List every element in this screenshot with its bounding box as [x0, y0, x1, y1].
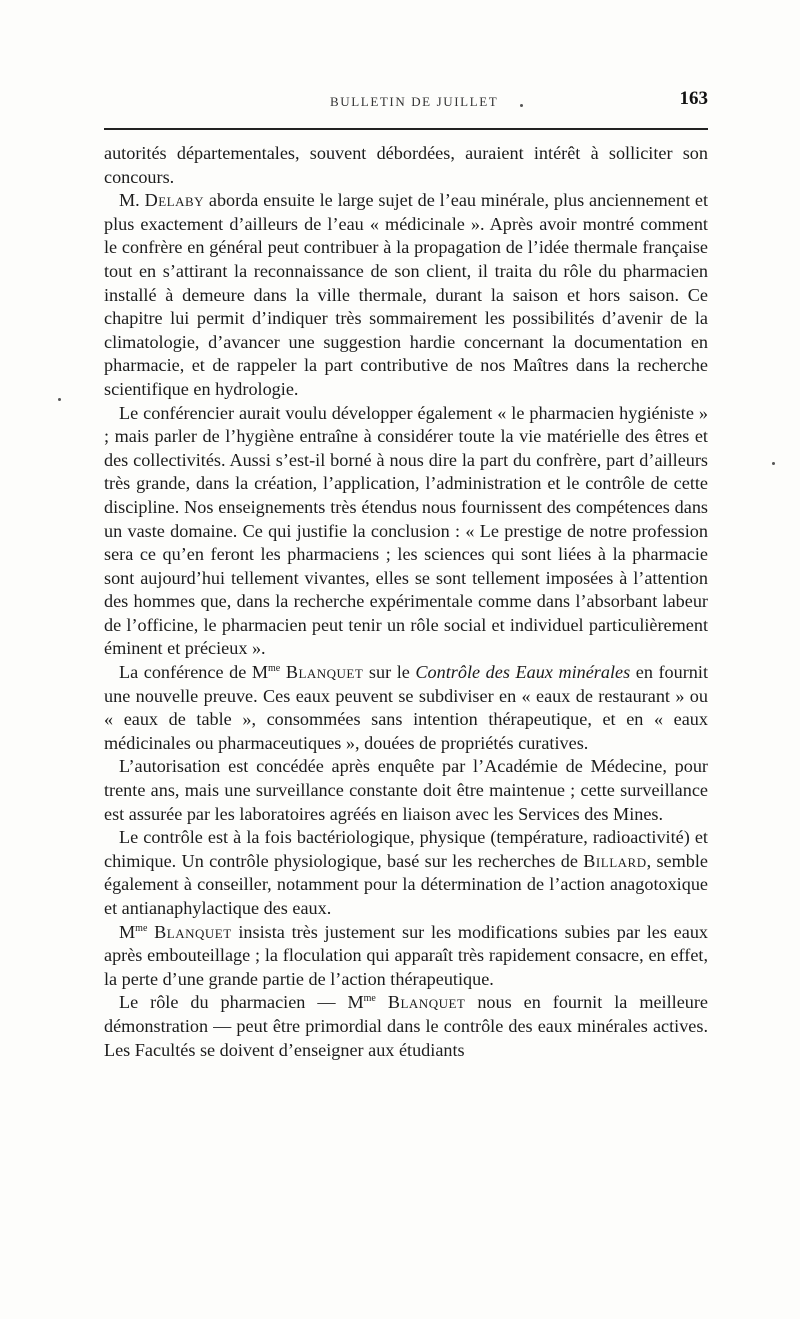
paragraph-6-pre: Le contrôle est à la fois bactériologique, physique (température, radioactivité) et chimique. Un contrôle physiologique, basé sur les recherches de	[104, 827, 708, 871]
paragraph-7-post: insista très justement sur les modifications subies par les eaux après embouteillage ; la floculation qui apparaît très rapidement consacre, en effet, la perte d’une grande partie de l’action thérapeutique.	[104, 921, 709, 989]
title-abbrev-sup: me	[363, 993, 376, 1005]
paragraph-2	[104, 189, 708, 401]
paragraph-7	[104, 921, 708, 992]
running-head	[104, 88, 708, 118]
paragraph-4-mid: sur le	[363, 662, 416, 683]
paragraph-5: L’autorisation est concédée après enquête par l’Académie de Médecine, pour trente ans, mais une surveillance constante doit être maintenue ; cette surveillance est assurée par les laboratoires agréés en liaison avec les Services des Mines.	[104, 756, 708, 824]
author-name: Blanquet	[285, 662, 364, 683]
article-body	[104, 142, 708, 1062]
paragraph-8	[104, 991, 708, 1062]
paragraph-6-post: , semble également à conseiller, notamment pour la détermination de l’action anagotoxique et antianaphylactique des eaux.	[104, 850, 708, 918]
paragraph-4-pre: La conférence de M	[119, 662, 269, 683]
author-name: Blanquet	[387, 992, 466, 1013]
author-initial: M.	[119, 190, 140, 211]
page-number: 163	[679, 88, 708, 109]
paragraph-8-pre: Le rôle du pharmacien — M	[119, 992, 364, 1013]
page	[104, 88, 708, 1062]
paragraph-7-pre: M	[119, 921, 136, 942]
running-title: BULLETIN DE JUILLET	[330, 94, 499, 109]
author-name: Blanquet	[154, 921, 232, 942]
print-speck	[772, 462, 775, 465]
print-speck	[520, 104, 523, 107]
author-name: Delaby	[144, 190, 205, 211]
paragraph-8-post: nous en fournit la meilleure démonstration — peut être primordial dans le contrôle des eaux minérales actives. Les Facultés se doivent d’enseigner aux étudiants	[104, 992, 708, 1060]
paragraph-1: autorités départementales, souvent débordées, auraient intérêt à solliciter son concours.	[104, 143, 708, 187]
header-rule	[104, 128, 708, 130]
title-abbrev-sup: me	[268, 663, 281, 675]
paragraph-4	[104, 661, 708, 755]
paragraph-2-text: aborda ensuite le large sujet de l’eau minérale, plus anciennement et plus exactement d’ailleurs de l’eau « médicinale ». Après avoir montré comment le confrère en général peut contribuer à la propagation de l’idée thermale française tout en s’attirant la reconnaissance de son client, il traita du rôle du pharmacien installé à demeure dans la ville thermale, durant la saison et hors saison. Ce chapitre lui permit d’indiquer très sommairement les possibilités d’avenir de la climatologie, d’avancer une suggestion hardie concernant la documentation en pharmacie, et de rappeler la part contributive de nos Maîtres dans la recherche scientifique en hydrologie.	[104, 190, 708, 399]
paragraph-4-post: en fournit une nouvelle preuve. Ces eaux peuvent se subdiviser en « eaux de restaurant » ou « eaux de table », consommées sans intention thérapeutique, et en « eaux médicinales ou pharmaceutiques », douées de propriétés curatives.	[104, 662, 708, 753]
author-name: Billard	[583, 850, 647, 871]
paragraph-6	[104, 826, 708, 920]
lecture-title: Contrôle des Eaux minérales	[415, 662, 631, 683]
print-speck	[58, 398, 61, 401]
title-abbrev-sup: me	[135, 922, 148, 934]
paragraph-3: Le conférencier aurait voulu développer également « le pharmacien hygiéniste » ; mais parler de l’hygiène entraîne à considérer toute la vie matérielle des êtres et des collectivités. Aussi s’est-il borné à nous dire la part du confrère, part d’ailleurs très grande, dans la création, l’application, l’administration et le contrôle de cette discipline. Nos enseignements très étendus nous fournissent des compétences dans un vaste domaine. Ce qui justifie la conclusion : « Le prestige de notre profession sera ce qu’en feront les pharmaciens ; les sciences qui sont liées à la pharmacie sont aujourd’hui tellement vivantes, elles se sont tellement imposées à l’attention des hommes que, dans la recherche expérimentale comme dans l’absorbant labeur de l’officine, le pharmacien peut tenir un rôle social et individuel particulièrement éminent et précieux ».	[104, 402, 708, 659]
